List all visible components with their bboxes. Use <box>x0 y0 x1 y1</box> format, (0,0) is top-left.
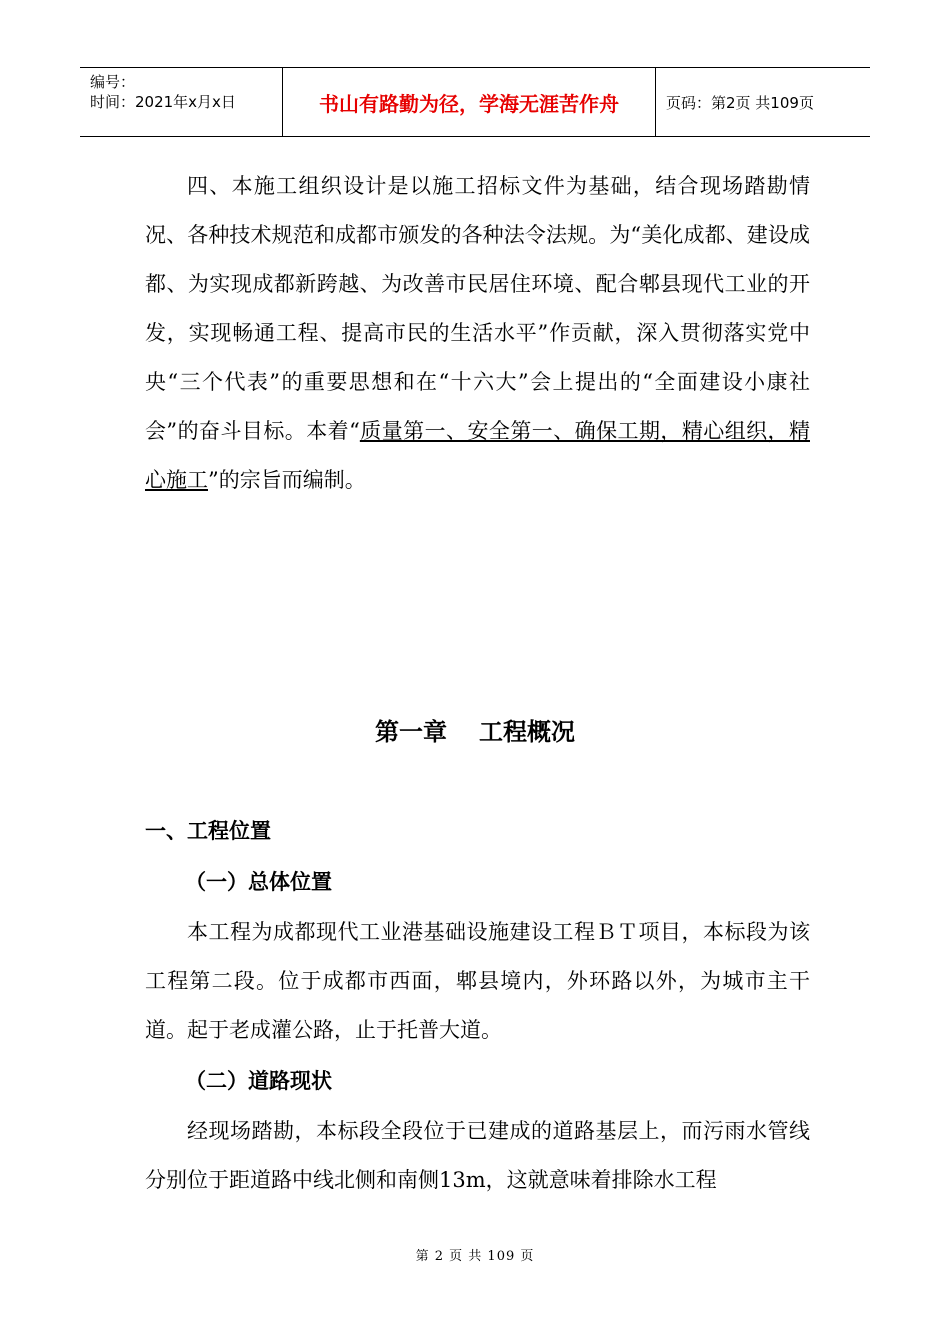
chapter-heading <box>0 712 950 747</box>
header-page-info: 页码：第2页 共109页 <box>666 93 814 112</box>
header-meta <box>80 68 282 136</box>
subsection-heading-1: （一）总体位置 <box>185 870 332 894</box>
subsection-heading-2: （二）道路现状 <box>185 1069 332 1093</box>
chapter-title: 工程概况 <box>479 718 575 746</box>
intro-text-after: ”的宗旨而编制。 <box>208 468 366 492</box>
intro-text-before: 四、本施工组织设计是以施工招标文件为基础，结合现场踏勘情况、各种技术规范和成都市颁发的各种法令法规。为“美化成都、建设成都、为实现成都新跨越、为改善市民居住环境、配合郫县现代工业的开发，实现畅通工程、提高市民的生活水平”作贡献，深入贯彻落实党中央“三个代表”的重要思想和在“十六大”会上提出的“全面建设小康社会”的奋斗目标。本着“ <box>145 174 810 443</box>
page-footer: 第 2 页 共 109 页 <box>415 1249 535 1264</box>
intro-underlined-text: 质量第一、安全第一、确保工期，精心组织，精心施工 <box>145 419 810 492</box>
subsection-paragraph-1: 本工程为成都现代工业港基础设施建设工程ＢＴ项目，本标段为该工程第二段。位于成都市西面，郫县境内，外环路以外，为城市主干道。起于老成灌公路，止于托普大道。 <box>145 920 810 1042</box>
time-label: 时间：2021年x月x日 <box>90 93 236 111</box>
section-heading: 一、工程位置 <box>145 819 271 843</box>
chapter-number: 第一章 <box>375 718 447 746</box>
intro-paragraph <box>145 162 810 505</box>
subsection-paragraph-2: 经现场踏勘，本标段全段位于已建成的道路基层上，而污雨水管线分别位于距道路中线北侧和南侧13m，这就意味着排除水工程 <box>145 1119 810 1192</box>
document-header <box>80 67 870 137</box>
number-label: 编号： <box>90 73 136 91</box>
header-motto: 书山有路勤为径，学海无涯苦作舟 <box>282 68 656 136</box>
